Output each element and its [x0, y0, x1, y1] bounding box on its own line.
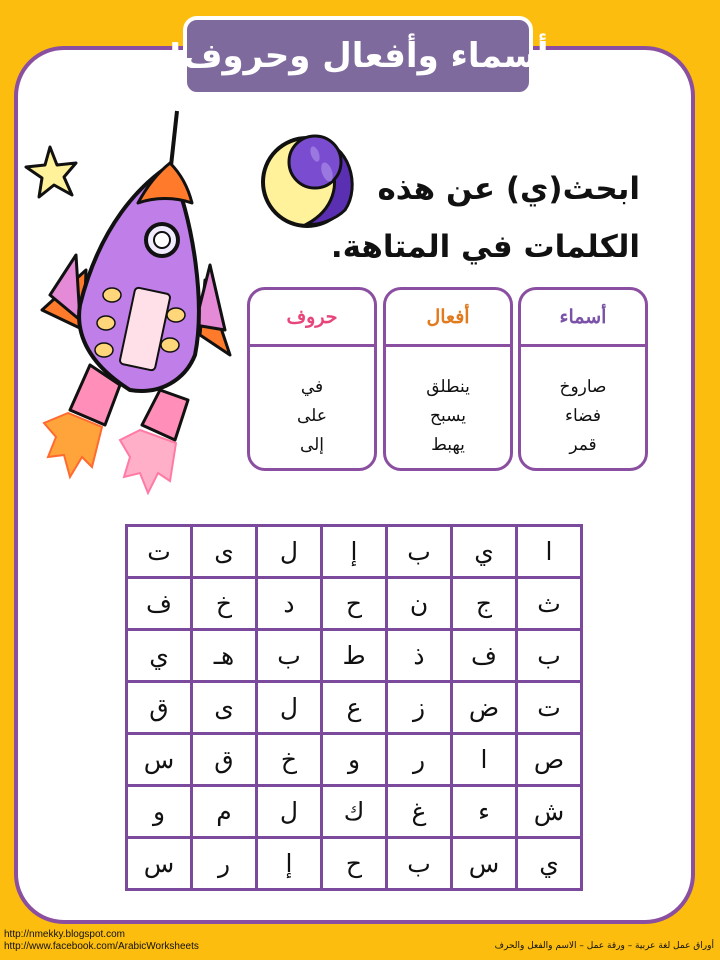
word-item: قمر — [569, 435, 597, 455]
grid-cell[interactable]: س — [452, 838, 517, 890]
grid-cell[interactable]: ع — [322, 682, 387, 734]
blog-link[interactable]: http://nmekky.blogspot.com — [4, 929, 125, 940]
grid-cell[interactable]: ا — [517, 526, 582, 578]
grid-cell[interactable]: ذ — [387, 630, 452, 682]
grid-cell[interactable]: س — [127, 838, 192, 890]
category-box-letters — [247, 287, 377, 471]
grid-cell[interactable]: خ — [192, 578, 257, 630]
grid-cell[interactable]: ب — [257, 630, 322, 682]
grid-cell[interactable]: ت — [517, 682, 582, 734]
grid-cell[interactable]: ت — [127, 526, 192, 578]
grid-cell[interactable]: ى — [192, 682, 257, 734]
grid-cell[interactable]: ح — [322, 838, 387, 890]
grid-row — [127, 578, 582, 630]
grid-cell[interactable]: ي — [127, 630, 192, 682]
grid-cell[interactable]: ض — [452, 682, 517, 734]
category-header: حروف — [286, 306, 338, 328]
grid-cell[interactable]: ق — [127, 682, 192, 734]
instruction-line-2: الكلمات في المتاهة. — [330, 229, 640, 265]
grid-cell[interactable]: د — [257, 578, 322, 630]
grid-cell[interactable]: إ — [322, 526, 387, 578]
grid-cell[interactable]: إ — [257, 838, 322, 890]
grid-row — [127, 838, 582, 890]
word-search-grid — [125, 524, 583, 891]
grid-cell[interactable]: خ — [257, 734, 322, 786]
grid-cell[interactable]: هـ — [192, 630, 257, 682]
category-header: أفعال — [426, 306, 470, 328]
grid-cell[interactable]: ا — [452, 734, 517, 786]
grid-cell[interactable]: م — [192, 786, 257, 838]
title-banner — [167, 16, 549, 96]
word-item: على — [297, 406, 327, 426]
grid-cell[interactable]: ث — [517, 578, 582, 630]
grid-cell[interactable]: ش — [517, 786, 582, 838]
word-item: فضاء — [564, 406, 602, 426]
rocket-illustration — [20, 105, 240, 495]
grid-cell[interactable]: ر — [192, 838, 257, 890]
grid-cell[interactable]: و — [127, 786, 192, 838]
word-item: يسبح — [429, 406, 466, 426]
grid-row — [127, 734, 582, 786]
grid-cell[interactable]: ل — [257, 682, 322, 734]
grid-cell[interactable]: ن — [387, 578, 452, 630]
grid-cell[interactable]: ف — [127, 578, 192, 630]
word-item: صاروخ — [559, 377, 607, 397]
grid-cell[interactable]: و — [322, 734, 387, 786]
grid-cell[interactable]: ح — [322, 578, 387, 630]
grid-row — [127, 786, 582, 838]
grid-cell[interactable]: ك — [322, 786, 387, 838]
category-header: أسماء — [559, 306, 607, 328]
grid-cell[interactable]: ر — [387, 734, 452, 786]
grid-cell[interactable]: ء — [452, 786, 517, 838]
instruction-text — [330, 160, 640, 276]
word-item: يهبط — [431, 435, 465, 455]
instruction-line-1: ابحث(ي) عن هذه — [377, 171, 640, 207]
grid-cell[interactable]: ق — [192, 734, 257, 786]
grid-cell[interactable]: ي — [452, 526, 517, 578]
grid-row — [127, 630, 582, 682]
grid-row — [127, 526, 582, 578]
page-title: أسماء وأفعال وحروف! — [167, 36, 549, 76]
grid-cell[interactable]: ل — [257, 526, 322, 578]
category-box-nouns — [518, 287, 648, 471]
footer-links — [4, 929, 199, 953]
grid-cell[interactable]: ط — [322, 630, 387, 682]
grid-cell[interactable]: غ — [387, 786, 452, 838]
grid-cell[interactable]: س — [127, 734, 192, 786]
grid-cell[interactable]: ص — [517, 734, 582, 786]
grid-cell[interactable]: ب — [517, 630, 582, 682]
star-icon — [26, 147, 76, 197]
grid-cell[interactable]: ف — [452, 630, 517, 682]
word-item: في — [300, 377, 324, 397]
word-item: إلى — [299, 435, 325, 455]
word-item: ينطلق — [426, 377, 470, 397]
grid-cell[interactable]: ز — [387, 682, 452, 734]
grid-cell[interactable]: ل — [257, 786, 322, 838]
grid-cell[interactable]: ى — [192, 526, 257, 578]
grid-cell[interactable]: ب — [387, 838, 452, 890]
grid-cell[interactable]: ي — [517, 838, 582, 890]
footer-caption: أوراق عمل لغة عربية – ورقة عمل – الاسم والفعل والحرف — [494, 941, 714, 951]
grid-row — [127, 682, 582, 734]
grid-cell[interactable]: ج — [452, 578, 517, 630]
category-box-verbs — [383, 287, 513, 471]
grid-cell[interactable]: ب — [387, 526, 452, 578]
facebook-link[interactable]: http://www.facebook.com/ArabicWorksheets — [4, 941, 199, 952]
